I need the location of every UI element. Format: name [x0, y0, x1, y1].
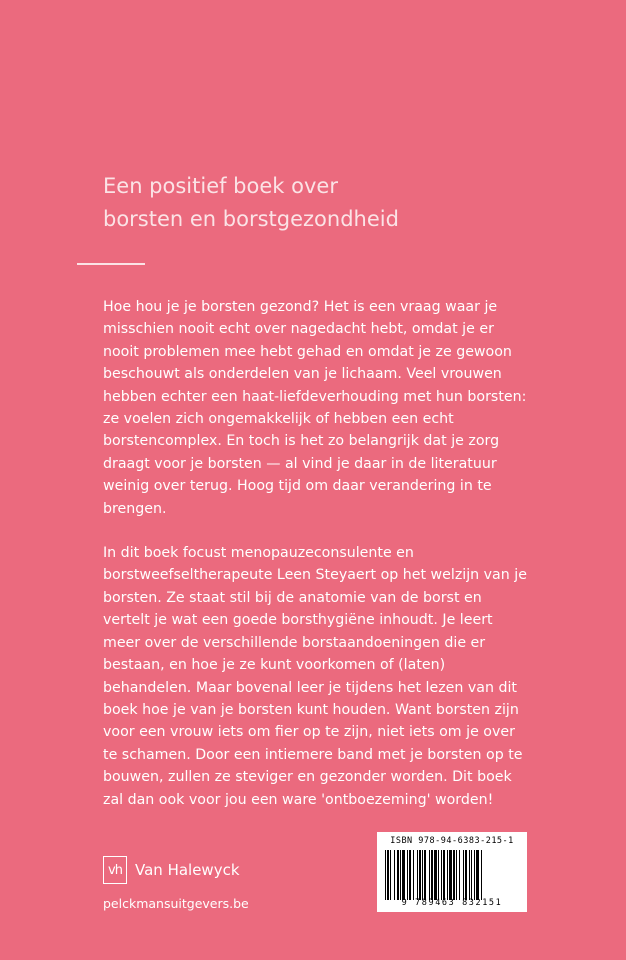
barcode-bar [449, 850, 452, 900]
barcode-bar [431, 850, 433, 900]
barcode-bar [400, 850, 401, 900]
publisher-name: Van Halewyck [135, 861, 240, 879]
divider-line [77, 263, 145, 265]
barcode-bar [390, 850, 391, 900]
barcode-bar [469, 850, 470, 900]
barcode-bar [387, 850, 389, 900]
headline-line-2: borsten en borstgezondheid [103, 207, 399, 231]
barcode-bar [471, 850, 472, 900]
barcode-bar [413, 850, 414, 900]
barcode-bar [476, 850, 479, 900]
barcode-bar [453, 850, 455, 900]
barcode-bar [397, 850, 399, 900]
publisher-logo [103, 856, 127, 884]
barcode-bar [429, 850, 430, 900]
barcode-bar [385, 850, 386, 900]
barcode-bar [424, 850, 426, 900]
barcode-bar [419, 850, 421, 900]
blurb-paragraph-2: In dit boek focust menopauzeconsulente en borstweefseltherapeute Leen Steyaert op het welzijn van je borsten. Ze staat stil bij de anatomie van de borst en vertelt je wat een goede borsthygiëne inhoudt. Je leert meer over de verschillende borstaandoeningen die er bestaan, en hoe je ze kunt voorkomen of (laten) behandelen. Maar bovenal leer je tijdens het lezen van dit boek hoe je van je borsten kunt houden. Want borsten zijn voor een vrouw iets om fier op te zijn, niet iets om je over te schamen. Door een intiemere band met je borsten op te bouwen, zullen ze steviger en gezonder worden. Dit boek zal dan ook voor jou een ware 'ontboezeming' worden! [103, 545, 527, 808]
barcode-bar [465, 850, 467, 900]
barcode-bar [434, 850, 437, 900]
barcode-bar [394, 850, 395, 900]
barcode-bar [463, 850, 464, 900]
barcode-bar [443, 850, 445, 900]
publisher-logo-text: vh [108, 862, 122, 878]
headline-line-1: Een positief boek over [103, 174, 338, 198]
barcode-bar [409, 850, 411, 900]
headline [103, 170, 399, 236]
barcode-bar [438, 850, 439, 900]
barcode-bar [417, 850, 418, 900]
barcode-bars [385, 850, 519, 900]
barcode-bar [456, 850, 457, 900]
barcode-bar [441, 850, 442, 900]
publisher [103, 856, 240, 884]
barcode-bar [422, 850, 423, 900]
barcode-bar [402, 850, 405, 900]
isbn-label: ISBN 978-94-6383-215-1 [390, 836, 514, 846]
barcode-bar [447, 850, 448, 900]
publisher-website: pelckmansuitgevers.be [103, 896, 249, 911]
barcode-bar [407, 850, 408, 900]
barcode-bar [459, 850, 460, 900]
barcode-bar [474, 850, 475, 900]
blurb-paragraph-1: Hoe hou je je borsten gezond? Het is een vraag waar je misschien nooit echt over nagedacht hebt, omdat je er nooit problemen mee hebt gehad en omdat je ze gewoon beschouwt als onderdelen van je lichaam. Veel vrouwen hebben echter een haat-liefdeverhouding met hun borsten: ze voelen zich ongemakkelijk of hebben een echt borstencomplex. En toch is het zo belangrijk dat je zorg draagt voor je borsten — al vind je daar in de literatuur weinig over terug. Hoog tijd om daar verandering in te brengen. [103, 299, 527, 517]
isbn-barcode [377, 832, 527, 912]
barcode-digits: 9 789463 832151 [401, 898, 503, 908]
blurb [103, 296, 528, 833]
barcode-bar [481, 850, 482, 900]
